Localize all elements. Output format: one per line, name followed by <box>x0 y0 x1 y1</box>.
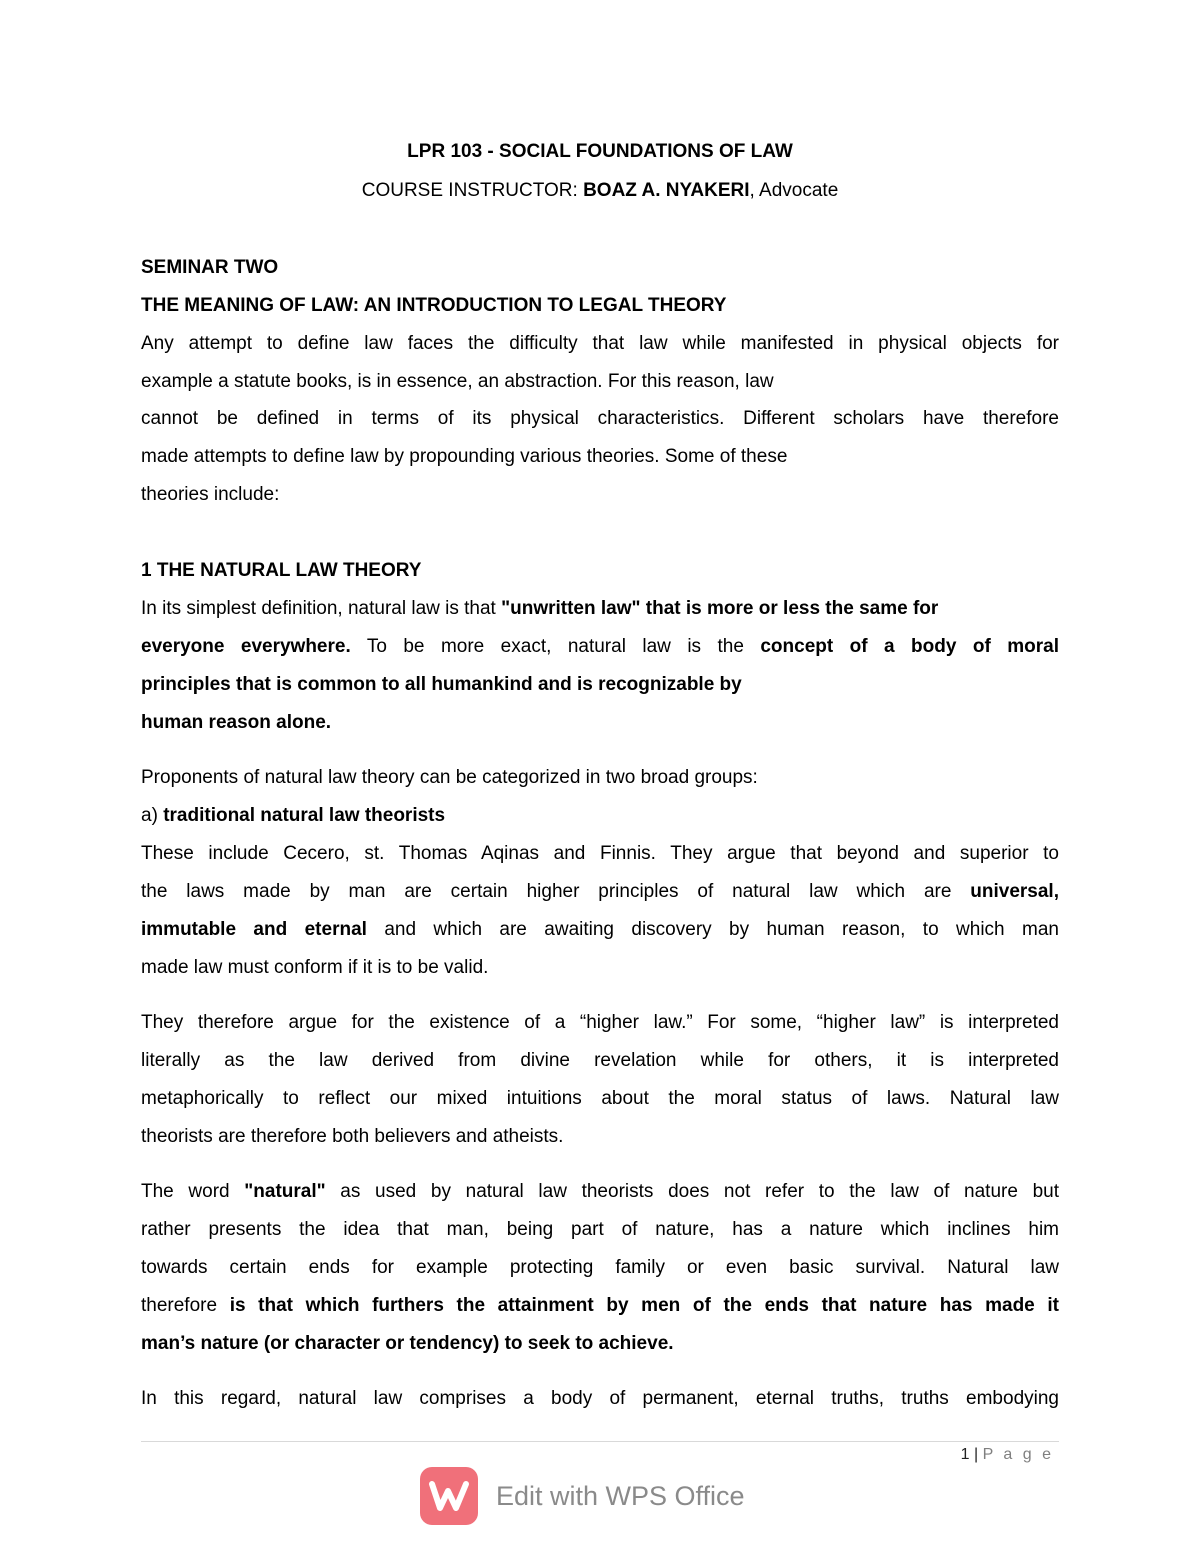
seminar-heading: THE MEANING OF LAW: AN INTRODUCTION TO LEGAL THEORY <box>141 295 727 316</box>
text-run: as used by natural law theorists does not refer to the law of nature but <box>325 1181 1059 1202</box>
paragraph-line: human reason alone. <box>141 712 332 733</box>
bold-text-run: "natural" <box>244 1181 326 1202</box>
page-word: P a g e <box>982 1446 1054 1463</box>
paragraph-line: literally as the law derived from divine revelation while for others, it is interpreted <box>141 1050 1059 1071</box>
bold-text-run: universal, <box>970 881 1059 902</box>
paragraph-line: They therefore argue for the existence of a “higher law.” For some, “higher law” is interpreted <box>141 1012 1059 1033</box>
intro-line: example a statute books, is in essence, an abstraction. For this reason, law <box>141 371 774 392</box>
paragraph-line <box>141 598 1059 620</box>
paragraph-line: man’s nature (or character or tendency) to seek to achieve. <box>141 1333 674 1354</box>
paragraph-line <box>141 881 1059 903</box>
intro-line: made attempts to define law by propounding various theories. Some of these <box>141 446 788 467</box>
paragraph-line <box>141 1181 1059 1203</box>
paragraph-line: principles that is common to all humankind and is recognizable by <box>141 674 742 695</box>
wps-office-logo-icon <box>420 1467 478 1525</box>
bold-text-run: concept of a body of moral <box>760 636 1059 657</box>
section-heading-natural-law: 1 THE NATURAL LAW THEORY <box>141 560 422 581</box>
paragraph-line: made law must conform if it is to be valid. <box>141 957 489 978</box>
page-number-value: 1 <box>960 1446 970 1463</box>
paragraph-line: Proponents of natural law theory can be categorized in two broad groups: <box>141 767 758 788</box>
paragraph-line: metaphorically to reflect our mixed intuitions about the moral status of laws. Natural law <box>141 1088 1059 1109</box>
paragraph-line <box>141 919 1059 941</box>
paragraph-line: theorists are therefore both believers and atheists. <box>141 1126 564 1147</box>
wps-label: Edit with WPS Office <box>496 1480 745 1511</box>
bold-text-run: "unwritten law" that is more or less the same for <box>501 598 939 619</box>
paragraph-line: These include Cecero, st. Thomas Aqinas and Finnis. They argue that beyond and superior to <box>141 843 1059 864</box>
paragraph-line: towards certain ends for example protecting family or even basic survival. Natural law <box>141 1257 1059 1278</box>
intro-line: Any attempt to define law faces the difficulty that law while manifested in physical objects for <box>141 333 1059 354</box>
bold-text-run: immutable and eternal <box>141 919 367 940</box>
page-separator: | <box>969 1446 983 1463</box>
text-run: In its simplest definition, natural law is that <box>141 598 502 619</box>
instructor-prefix: COURSE INSTRUCTOR: <box>361 180 584 201</box>
text-run: a) <box>141 805 164 826</box>
paragraph-line <box>141 636 1059 658</box>
bold-text-run: traditional natural law theorists <box>163 805 446 826</box>
text-run: the laws made by man are certain higher principles of natural law which are <box>141 881 971 902</box>
instructor-suffix: , Advocate <box>749 180 839 201</box>
page-number <box>961 1446 1054 1464</box>
text-run: The word <box>141 1181 245 1202</box>
paragraph-line <box>141 1295 1059 1317</box>
edit-with-wps-button[interactable] <box>420 1465 745 1527</box>
course-instructor-line <box>0 180 1200 202</box>
footer-divider <box>141 1441 1059 1442</box>
intro-line: cannot be defined in terms of its physical characteristics. Different scholars have therefore <box>141 408 1059 429</box>
text-run: therefore <box>141 1295 230 1316</box>
subheading-traditional <box>141 805 1059 827</box>
intro-line: theories include: <box>141 484 280 505</box>
text-run: To be more exact, natural law is the <box>350 636 761 657</box>
document-title: LPR 103 - SOCIAL FOUNDATIONS OF LAW <box>407 141 793 162</box>
text-run: and which are awaiting discovery by human reason, to which man <box>366 919 1059 940</box>
paragraph-line: rather presents the idea that man, being part of nature, has a nature which inclines him <box>141 1219 1059 1240</box>
bold-text-run: is that which furthers the attainment by men of the ends that nature has made it <box>229 1295 1059 1316</box>
instructor-name: BOAZ A. NYAKERI <box>583 180 750 201</box>
seminar-label: SEMINAR TWO <box>141 257 279 278</box>
bold-text-run: everyone everywhere. <box>141 636 351 657</box>
paragraph-line: In this regard, natural law comprises a body of permanent, eternal truths, truths embodying <box>141 1388 1059 1409</box>
